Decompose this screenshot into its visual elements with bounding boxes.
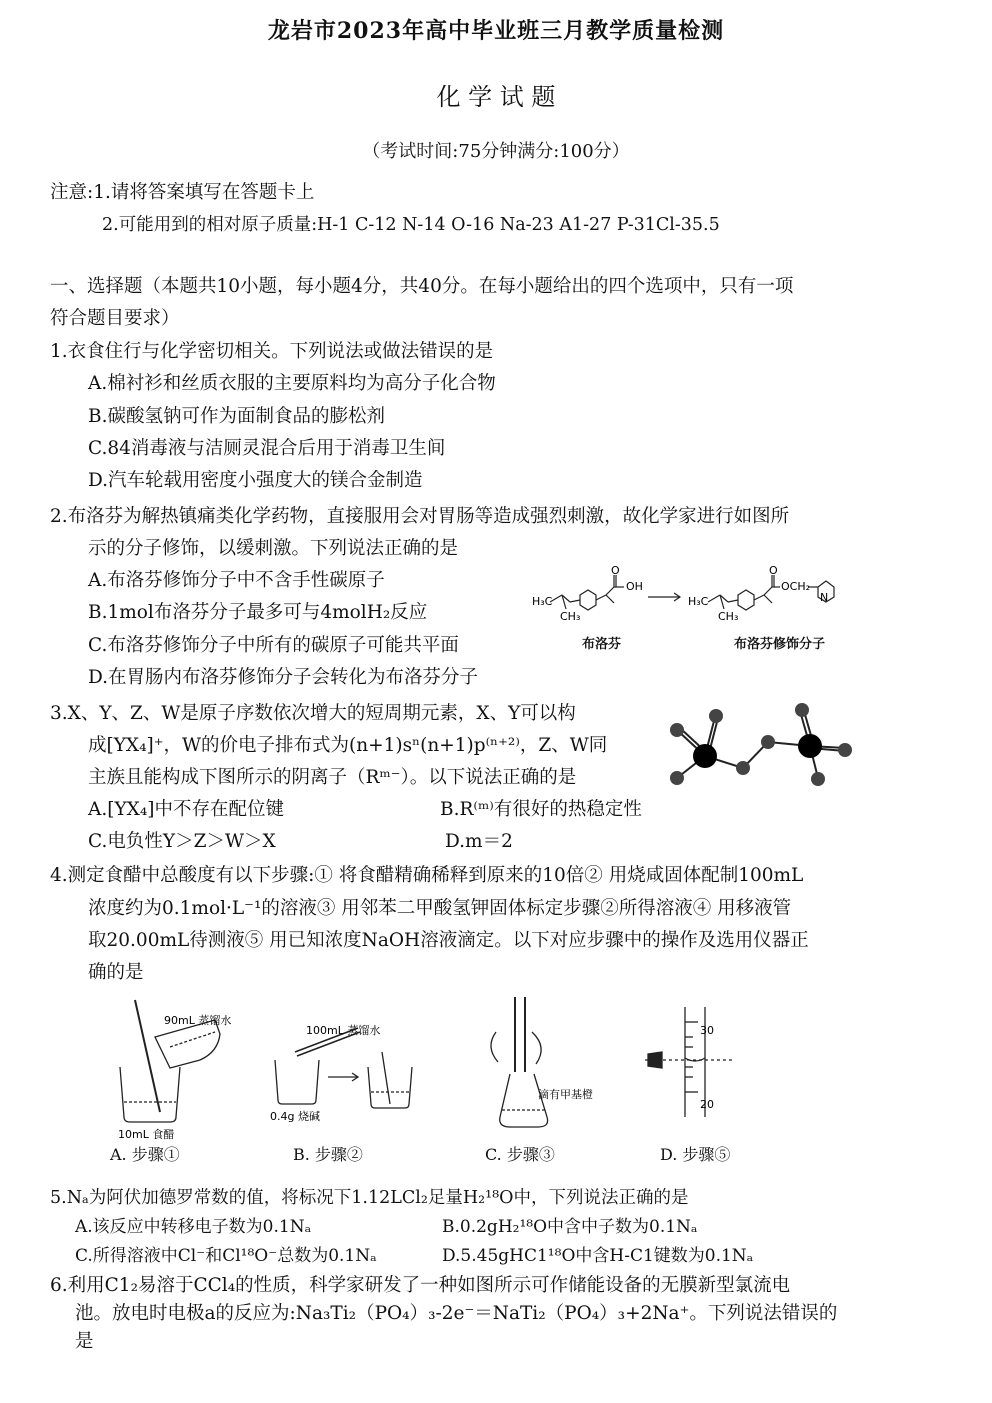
exam-title: 龙岩市2023年高中毕业班三月教学质量检测	[267, 18, 725, 44]
q1-option-c: C.84消毒液与洁厕灵混合后用于消毒卫生间	[88, 438, 446, 459]
q4-stem-line2: 浓度约为0.1mol·L⁻¹的溶液③ 用邻苯二甲酸氢钾固体标定步骤②所得溶液④ 用移液管	[88, 898, 792, 919]
figA-water-label: 90mL 蒸馏水	[164, 1014, 232, 1027]
q5-option-c: C.所得溶液中Cl⁻和Cl¹⁸O⁻总数为0.1Nₐ	[75, 1246, 377, 1266]
anion-ball-stick	[665, 700, 855, 800]
oxygen-atom	[761, 735, 775, 749]
o-label-right: O	[769, 565, 778, 577]
subject-title: 化 学 试 题	[436, 83, 556, 111]
figB-base-label: 0.4g 烧碱	[270, 1110, 320, 1123]
q3-option-b: B.R⁽ᵐ⁾有很好的热稳定性	[440, 799, 642, 820]
figC-indicator-label: 滴有甲基橙	[538, 1088, 593, 1101]
q6-stem-line1: 6.利用C1₂易溶于CCl₄的性质，科学家研发了一种如图所示可作储能设备的无膜新型氯流电	[50, 1275, 791, 1296]
oxygen-atom	[795, 703, 809, 717]
ibuprofen-figure	[530, 565, 860, 655]
q6-stem-line2: 池。放电时电极a的反应为:Na₃Ti₂（PO₄）₃-2e⁻＝NaTi₂（PO₄）₃+2Na⁺。下列说法错误的	[75, 1303, 838, 1324]
q2-option-b: B.1mol布洛芬分子最多可与4molH₂反应	[88, 602, 428, 623]
oxygen-atom	[670, 771, 684, 785]
note-2: 2.可能用到的相对原子质量:H-1 C-12 N-14 O-16 Na-23 A1-27 P-31Cl-35.5	[102, 215, 720, 235]
q1-option-a: A.棉衬衫和丝质衣服的主要原料均为高分子化合物	[88, 373, 496, 394]
oxygen-atom	[670, 723, 684, 737]
oxygen-atom	[838, 743, 852, 757]
h3c-label-right: H₃C	[688, 595, 709, 608]
section-heading-line1: 一、选择题（本题共10小题，每小题4分，共40分。在每小题给出的四个选项中，只有一项	[50, 276, 794, 297]
q2-option-a: A.布洛芬修饰分子中不含手性碳原子	[88, 570, 385, 591]
q2-stem-line1: 2.布洛芬为解热镇痛类化学药物，直接服用会对胃肠等造成强烈刺激，故化学家进行如图所	[50, 506, 790, 527]
ibuprofen-label: 布洛芬	[582, 637, 622, 652]
q1-option-b: B.碳酸氢钠可作为面制食品的膨松剂	[88, 406, 385, 427]
q4-stem-line4: 确的是	[88, 962, 144, 983]
section-heading-line2: 符合题目要求）	[50, 308, 180, 329]
q5-option-b: B.0.2gH₂¹⁸O中含中子数为0.1Nₐ	[442, 1217, 698, 1237]
figB-caption: B. 步骤②	[293, 1145, 363, 1164]
oh-label: OH	[626, 580, 643, 593]
q2-option-c: C.布洛芬修饰分子中所有的碳原子可能共平面	[88, 635, 459, 656]
figB-water-label: 100mL 蒸馏水	[306, 1024, 381, 1037]
q3-stem-line3: 主族且能构成下图所示的阴离子（Rᵐ⁻）。以下说法正确的是	[88, 767, 577, 788]
q3-option-c: C.电负性Y＞Z＞W＞X	[88, 831, 276, 852]
figC-caption: C. 步骤③	[485, 1145, 555, 1164]
figD-scale-30: 30	[700, 1024, 714, 1037]
oxygen-atom	[736, 761, 750, 775]
oxygen-atom	[709, 709, 723, 723]
figD-caption: D. 步骤⑤	[660, 1145, 731, 1164]
q4-figures	[100, 992, 780, 1172]
q5-stem: 5.Nₐ为阿伏加德罗常数的值，将标况下1.12LCl₂足量H₂¹⁸O中，下列说法正确的是	[50, 1188, 689, 1208]
q6-stem-line3: 是	[75, 1331, 94, 1352]
q2-stem-line2: 示的分子修饰，以缓刺激。下列说法正确的是	[88, 538, 459, 559]
note-1: 注意:1.请将答案填写在答题卡上	[50, 182, 315, 203]
q1-option-d: D.汽车轮载用密度小强度大的镁合金制造	[88, 470, 423, 491]
exam-info: （考试时间:75分钟满分:100分）	[362, 141, 630, 162]
q1-stem: 1.衣食住行与化学密切相关。下列说法或做法错误的是	[50, 341, 494, 362]
q3-option-d: D.m＝2	[445, 831, 513, 852]
o-label-left: O	[611, 565, 620, 577]
figA-vinegar-label: 10mL 食醋	[118, 1128, 175, 1141]
figD-scale-20: 20	[700, 1098, 714, 1111]
h3c-label-left: H₃C	[532, 595, 553, 608]
ch3-label-right: CH₃	[718, 610, 739, 623]
figA-caption: A. 步骤①	[110, 1145, 180, 1164]
q4-stem-line1: 4.测定食醋中总酸度有以下步骤:① 将食醋精确稀释到原来的10倍② 用烧咸固体配制100mL	[50, 865, 804, 886]
q3-stem-line1: 3.X、Y、Z、W是原子序数依次增大的短周期元素，X、Y可以构	[50, 703, 576, 724]
q3-option-a: A.[YX₄]中不存在配位键	[88, 799, 284, 820]
n-label: N	[820, 591, 829, 604]
q3-stem-line2: 成[YX₄]⁺，W的价电子排布式为(n+1)sⁿ(n+1)p⁽ⁿ⁺²⁾，Z、W同	[88, 735, 608, 756]
q4-stem-line3: 取20.00mL待测液⑤ 用已知浓度NaOH溶液滴定。以下对应步骤中的操作及选用仪器正	[88, 930, 809, 951]
oxygen-atom	[811, 772, 825, 786]
anion-figure	[665, 700, 855, 800]
och2-label: OCH₂	[781, 580, 811, 593]
q2-option-d: D.在胃肠内布洛芬修饰分子会转化为布洛芬分子	[88, 667, 479, 688]
q5-option-a: A.该反应中转移电子数为0.1Nₐ	[75, 1217, 312, 1237]
q5-option-d: D.5.45gHC1¹⁸O中含H-C1键数为0.1Nₐ	[442, 1246, 754, 1266]
modified-ibuprofen-label: 布洛芬修饰分子	[734, 637, 826, 652]
ch3-label-left: CH₃	[560, 610, 581, 623]
sulfur-atom-left	[693, 744, 717, 768]
sulfur-atom-right	[798, 734, 822, 758]
